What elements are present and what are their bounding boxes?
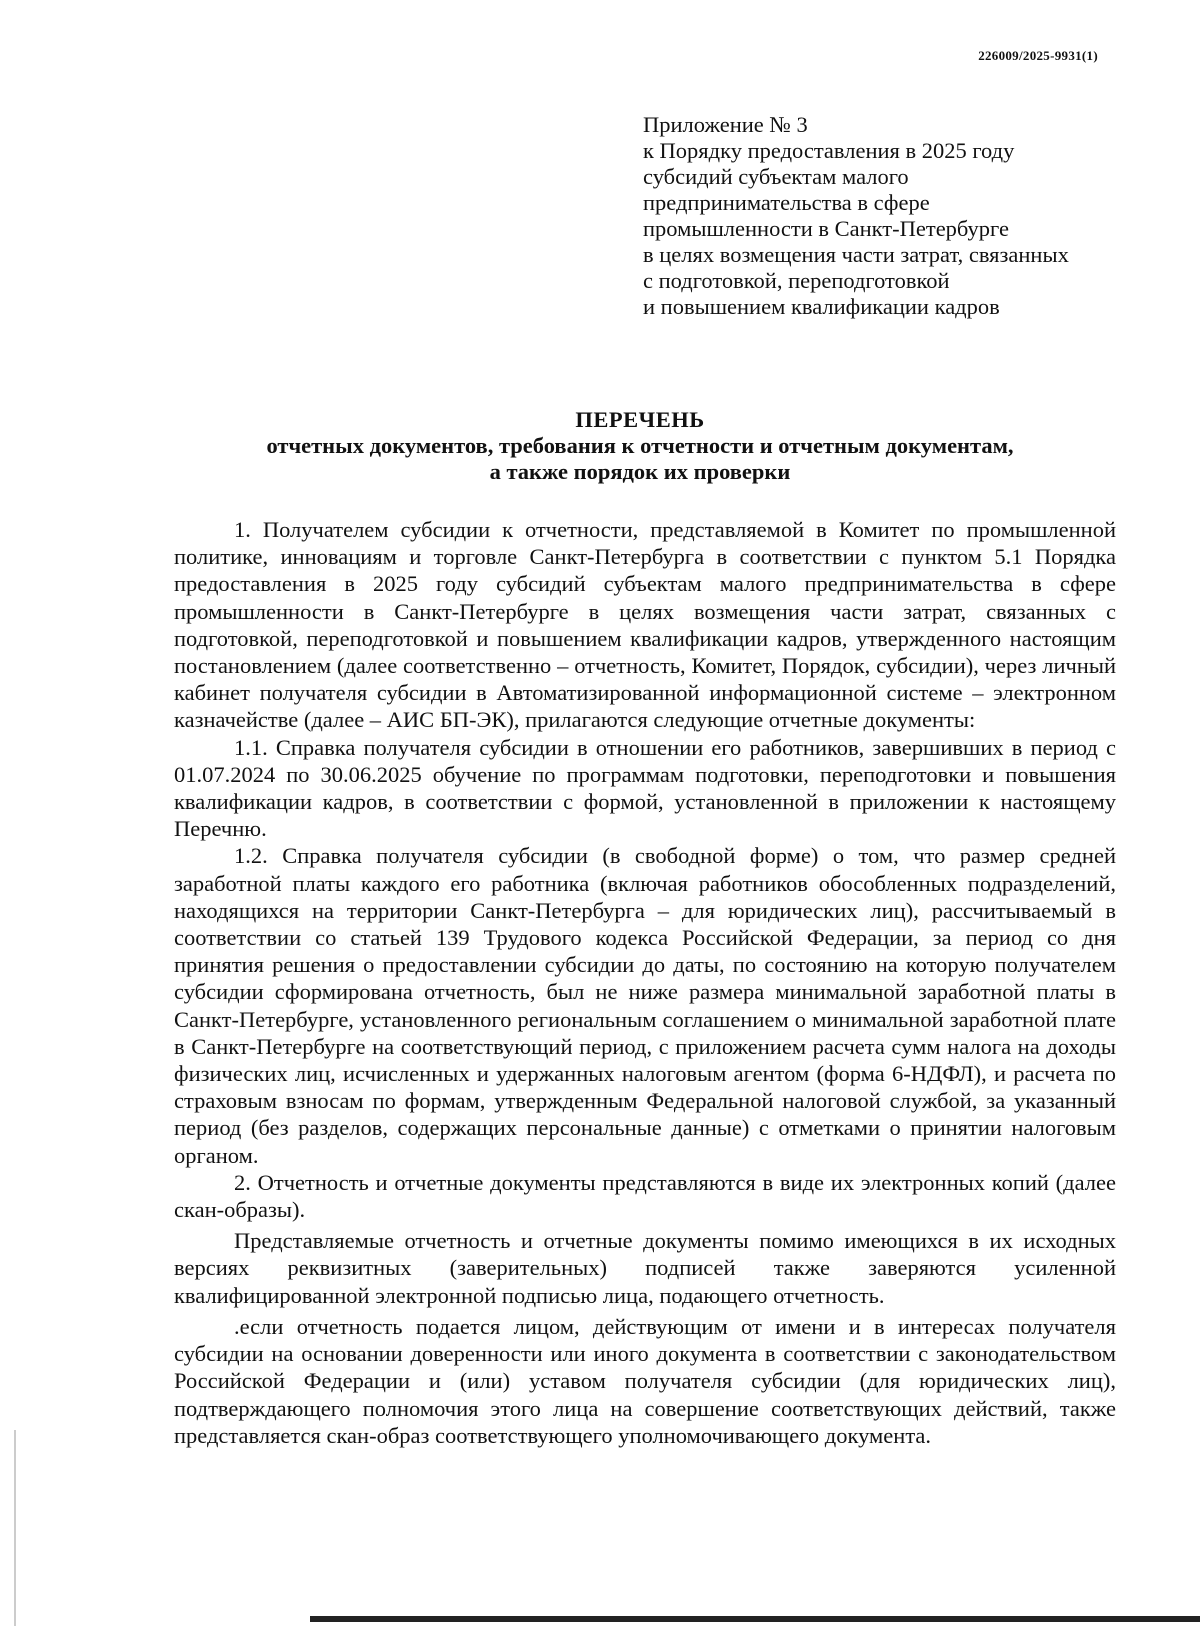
title-line: а также порядок их проверки: [489, 459, 791, 484]
paragraph-2: 2. Отчетность и отчетные документы представляются в виде их электронных копий (далее скан-образы).: [174, 1169, 1116, 1223]
title-main: ПЕРЕЧЕНЬ: [575, 407, 705, 432]
scan-bottom-edge: [310, 1616, 1200, 1622]
appendix-line: предпринимательства в сфере: [643, 190, 930, 215]
appendix-line: и повышением квалификации кадров: [643, 294, 1000, 319]
appendix-line: к Порядку предоставления в 2025 году: [643, 138, 1015, 163]
paragraph-1: 1. Получателем субсидии к отчетности, представляемой в Комитет по промышленной политике, инновациям и торговле Санкт-Петербурга в соответствии с пунктом 5.1 Порядка предоставления в 2025 году субсидий субъектам малого предпринимательства в сфере промышленности в Санкт-Петербурге в целях возмещения части затрат, связанных с подготовкой, переподготовкой и повышением квалификации кадров, утвержденного настоящим постановлением (далее соответственно – отчетность, Комитет, Порядок, субсидии), через личный кабинет получателя субсидии в Автоматизированной информационной системе – электронном казначействе (далее – АИС БП-ЭК), прилагаются следующие отчетные документы:: [174, 517, 1116, 733]
appendix-line: в целях возмещения части затрат, связанных: [643, 242, 1069, 267]
document-body: [174, 516, 1116, 1449]
document-number: 226009/2025-9931(1): [978, 48, 1098, 63]
paragraph-4: .если отчетность подается лицом, действующим от имени и в интересах получателя субсидии на основании доверенности или иного документа в соответствии с законодательством Российской Федерации и (или) уставом получателя субсидии (для юридических лиц), подтверждающего полномочия этого лица на совершение соответствующих действий, также представляется скан-образ соответствующего уполномочивающего документа.: [174, 1313, 1116, 1448]
appendix-header: [643, 112, 1113, 320]
title-line: отчетных документов, требования к отчетности и отчетным документам,: [266, 433, 1014, 458]
appendix-line: промышленности в Санкт-Петербурге: [643, 216, 1009, 241]
appendix-line: Приложение № 3: [643, 112, 808, 137]
scan-edge-mark: [14, 1430, 16, 1626]
paragraph-1-2: 1.2. Справка получателя субсидии (в свободной форме) о том, что размер средней заработной платы каждого его работника (включая работников обособленных подразделений, находящихся на территории Санкт-Петербурга – для юридических лиц), рассчитываемый в соответствии со статьей 139 Трудового кодекса Российской Федерации, за период со дня принятия решения о предоставлении субсидии до даты, по состоянию на которую получателем субсидии сформирована отчетность, был не ниже размера минимальной заработной платы в Санкт-Петербурге, установленного региональным соглашением о минимальной заработной плате в Санкт-Петербурге на соответствующий период, с приложением расчета сумм налога на доходы физических лиц, исчисленных и удержанных налоговым агентом (форма 6-НДФЛ), и расчета по страховым взносам по формам, утвержденным Федеральной налоговой службой, за указанный период (без разделов, содержащих персональные данные) с отметками о принятии налоговым органом.: [174, 843, 1116, 1168]
paragraph-3: Представляемые отчетность и отчетные документы помимо имеющихся в их исходных версиях реквизитных (заверительных) подписей также заверяются усиленной квалифицированной электронной подписью лица, подающего отчетность.: [174, 1228, 1116, 1308]
document-title: [150, 407, 1130, 485]
appendix-line: с подготовкой, переподготовкой: [643, 268, 950, 293]
paragraph-1-1: 1.1. Справка получателя субсидии в отношении его работников, завершивших в период с 01.07.2024 по 30.06.2025 обучение по программам подготовки, переподготовки и повышения квалификации кадров, в соответствии с формой, установленной в приложении к настоящему Перечню.: [174, 734, 1116, 842]
appendix-line: субсидий субъектам малого: [643, 164, 909, 189]
